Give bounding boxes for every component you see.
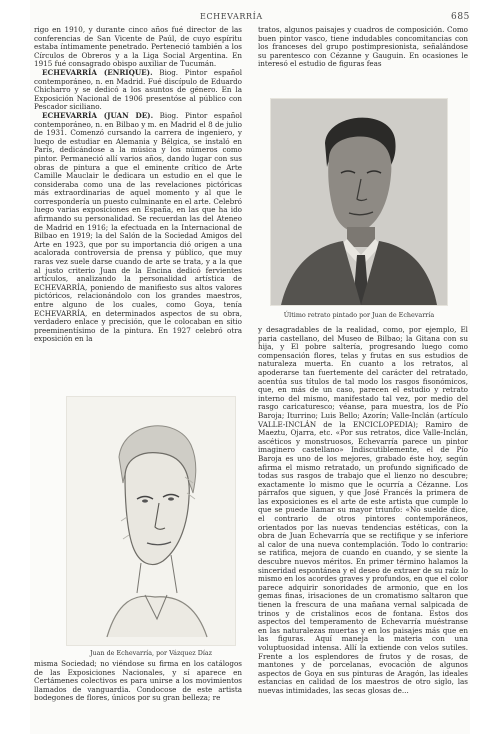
- right-column-upper: [258, 26, 468, 69]
- figure-caption: Juan de Echevarría, por Vázquez Díaz: [89, 649, 213, 657]
- right-lower-paragraph: y desagradables de la realidad, como, por ejemplo, El paria castellano, del Museo de Bilbao; la Gitana con su hija, y El pobre saltería, progresando luego como compensación flores, telas y frutas en sus estudios de naturaleza muerta. En cuanto a los retratos, al apoderarse tan fuertemente del carácter del retratado, acentúa sus títulos de tal modo los rasgos fisonómicos, que, en más de un caso, parecen el estudio y retrato interno del mismo, manifestado tal vez, por medio del rasgo caricaturesco; véanse, para muestra, los de Pío Baroja; Iturrino; Luis Bello; Azorín; Valle-Inclán (artículo VALLE-INCLÁN de la ENCICLOPEDIA); Ramiro de Maeztu, Ojarra, etc. «Por sus retratos, dice Valle-Inclán, ascéticos y monstruosos, Echevarría parece un pintor imaginero castellano» Indiscutiblemente, el de Pío Baroja es uno de los mejores, grabado éste hoy, según afirma el mismo retratado, un profundo significado de todas sus rasgos de trabajo que el lienzo no descubre; exactamente lo mismo que le ocurría a Cézanne. Los párrafos que siguen, y que José Francés la primera de las exposiciones es el arte de este artista que cumple lo que se puede llamar su mayor triunfo: «No suelde dice, el contrario de otros pintores contemporáneos, orientados por las nuevas tendencias estéticas, con la obra de Juan Echevarría que se rectifique y se inferiore al calor de una nueva contemplación. Todo lo contrario: se ratifica, mejora de cuando en cuando, y se siente la descubre nuevos méritos. En primer término halamos la sinceridad espontánea y el deseo de extraer de su raíz lo mismo en los acordes graves y profundos, en que el color parece adquirir sonoridades de armonio, que en los gemas finas, irisaciones de un cromatismo saltaron que tienen la frescura de una mañana vernal salpicada de trinos y de cristalinos ecos de fontana. Estos dos aspectos del temperamento de Echevarría muéstranse en las naturalezas muertas y en los paisajes más que en las figuras. Aquí maneja la materia con una voluptuosidad intensa. Allí la extiende con velos sutiles. Frente a los esplendores de frutos y de rosas, de mantones y de porcelanas, evocación de algunos aspectos de Goya en sus pinturas de Aragón, las ideales estancias en calidad de los maestros de otro siglo, las nuevas intimidades, las secas glosas de...: [258, 325, 468, 695]
- left-column-lower: [34, 660, 242, 703]
- entry-body: Biog. Pintor español contemporáneo, n. en Bilbao y m. en Madrid el 8 de julio de 1931. Comenzó cursando la carrera de ingeniero, y luego de estudiar en Alemania y Bélgica, se instaló en París, dedicándose a la música y los números como pintor. Permaneció allí varios años, dando lugar con sus obras de pintura a que el eminente crítico de Arte Camille Mauclair le dedicara un estudio en el que le consideraba como una de las revelaciones pictóricas más extraordinarias de aquel momento y al que le correspondería un puesto culminante en el arte. Celebró luego varias exposiciones en España, en las que ha ido afirmando su personalidad. Se recuerdan las del Ateneo de Madrid en 1916; la efectuada en la Internacional de Bilbao en 1919; la del Salón de la Sociedad Amigos del Arte en 1923, que por su importancia dió origen a una acalorada controversia de prensa y público, que muy raras vez suele darse cuando de arte se trata, y a la que al justo criterio Juan de la Encina dedicó fervientes artículos, analizando la personalidad artística de ECHEVARRÍA, poniendo de manifiesto sus altos valores pictóricos, relacionándolo con los grandes maestros, entre alguno de los cuales, como Goya, tenía ECHEVARRÍA, en determinados aspectos de su obra, verdadero enlace y precisión, que le colocaban en sitio preeminentísimo de la pintura. En 1927 celebró otra exposición en la: [34, 110, 242, 344]
- figure-caption: Último retrato pintado por Juan de Echevarría: [283, 311, 435, 319]
- entry-heading: ECHEVARRÍA (ENRIQUE).: [42, 67, 153, 77]
- portrait-painting: [271, 99, 447, 305]
- running-head: [30, 10, 470, 24]
- page-number: 685: [451, 12, 470, 22]
- left-column: [34, 26, 242, 344]
- continuation-paragraph: rigo en 1910, y durante cinco años fué director de las conferencias de San Vicente de Paúl, de cuyo espíritu estaba íntimamente penetrado. Perteneció también a los Círculos de Obreros y a la Liga Social Argentina. En 1915 fué consagrado obispo auxiliar de Tucumán.: [34, 25, 242, 69]
- figure-portrait-vazquez-diaz: [66, 396, 236, 657]
- entry-juan: [34, 112, 242, 344]
- figure-last-portrait: [270, 98, 448, 319]
- portrait-drawing: [67, 397, 235, 645]
- entry-enrique: [34, 69, 242, 112]
- encyclopedia-page: [30, 0, 470, 734]
- right-upper-paragraph: tratos, algunos paisajes y cuadros de composición. Como buen pintor vasco, tiene indudables concomitancias con los franceses del grupo postimpresionista, señalándose su parentesco con Cézanne y Gauguin. En ocasiones le interesó el estudio de figuras feas: [258, 25, 468, 69]
- running-head-title: ECHEVARRÍA: [200, 12, 263, 21]
- entry-heading: ECHEVARRÍA (JUAN DE).: [42, 110, 154, 120]
- left-lower-paragraph: misma Sociedad; no viéndose su firma en los catálogos de las Exposiciones Nacionales, y sí aparece en Certámenes colectivos es para unirse a los movimientos llamados de vanguardia. Condocose de este artista bodegones de flores, únicos por su gran belleza; re: [34, 659, 242, 703]
- entry-body: Biog. Pintor español contemporáneo, n. en Madrid. Fué discípulo de Eduardo Chicharro y se dedicó a los asuntos de género. En la Exposición Nacional de 1906 presentóse al público con Pescador siciliano.: [34, 67, 242, 112]
- right-column-lower: [258, 326, 468, 696]
